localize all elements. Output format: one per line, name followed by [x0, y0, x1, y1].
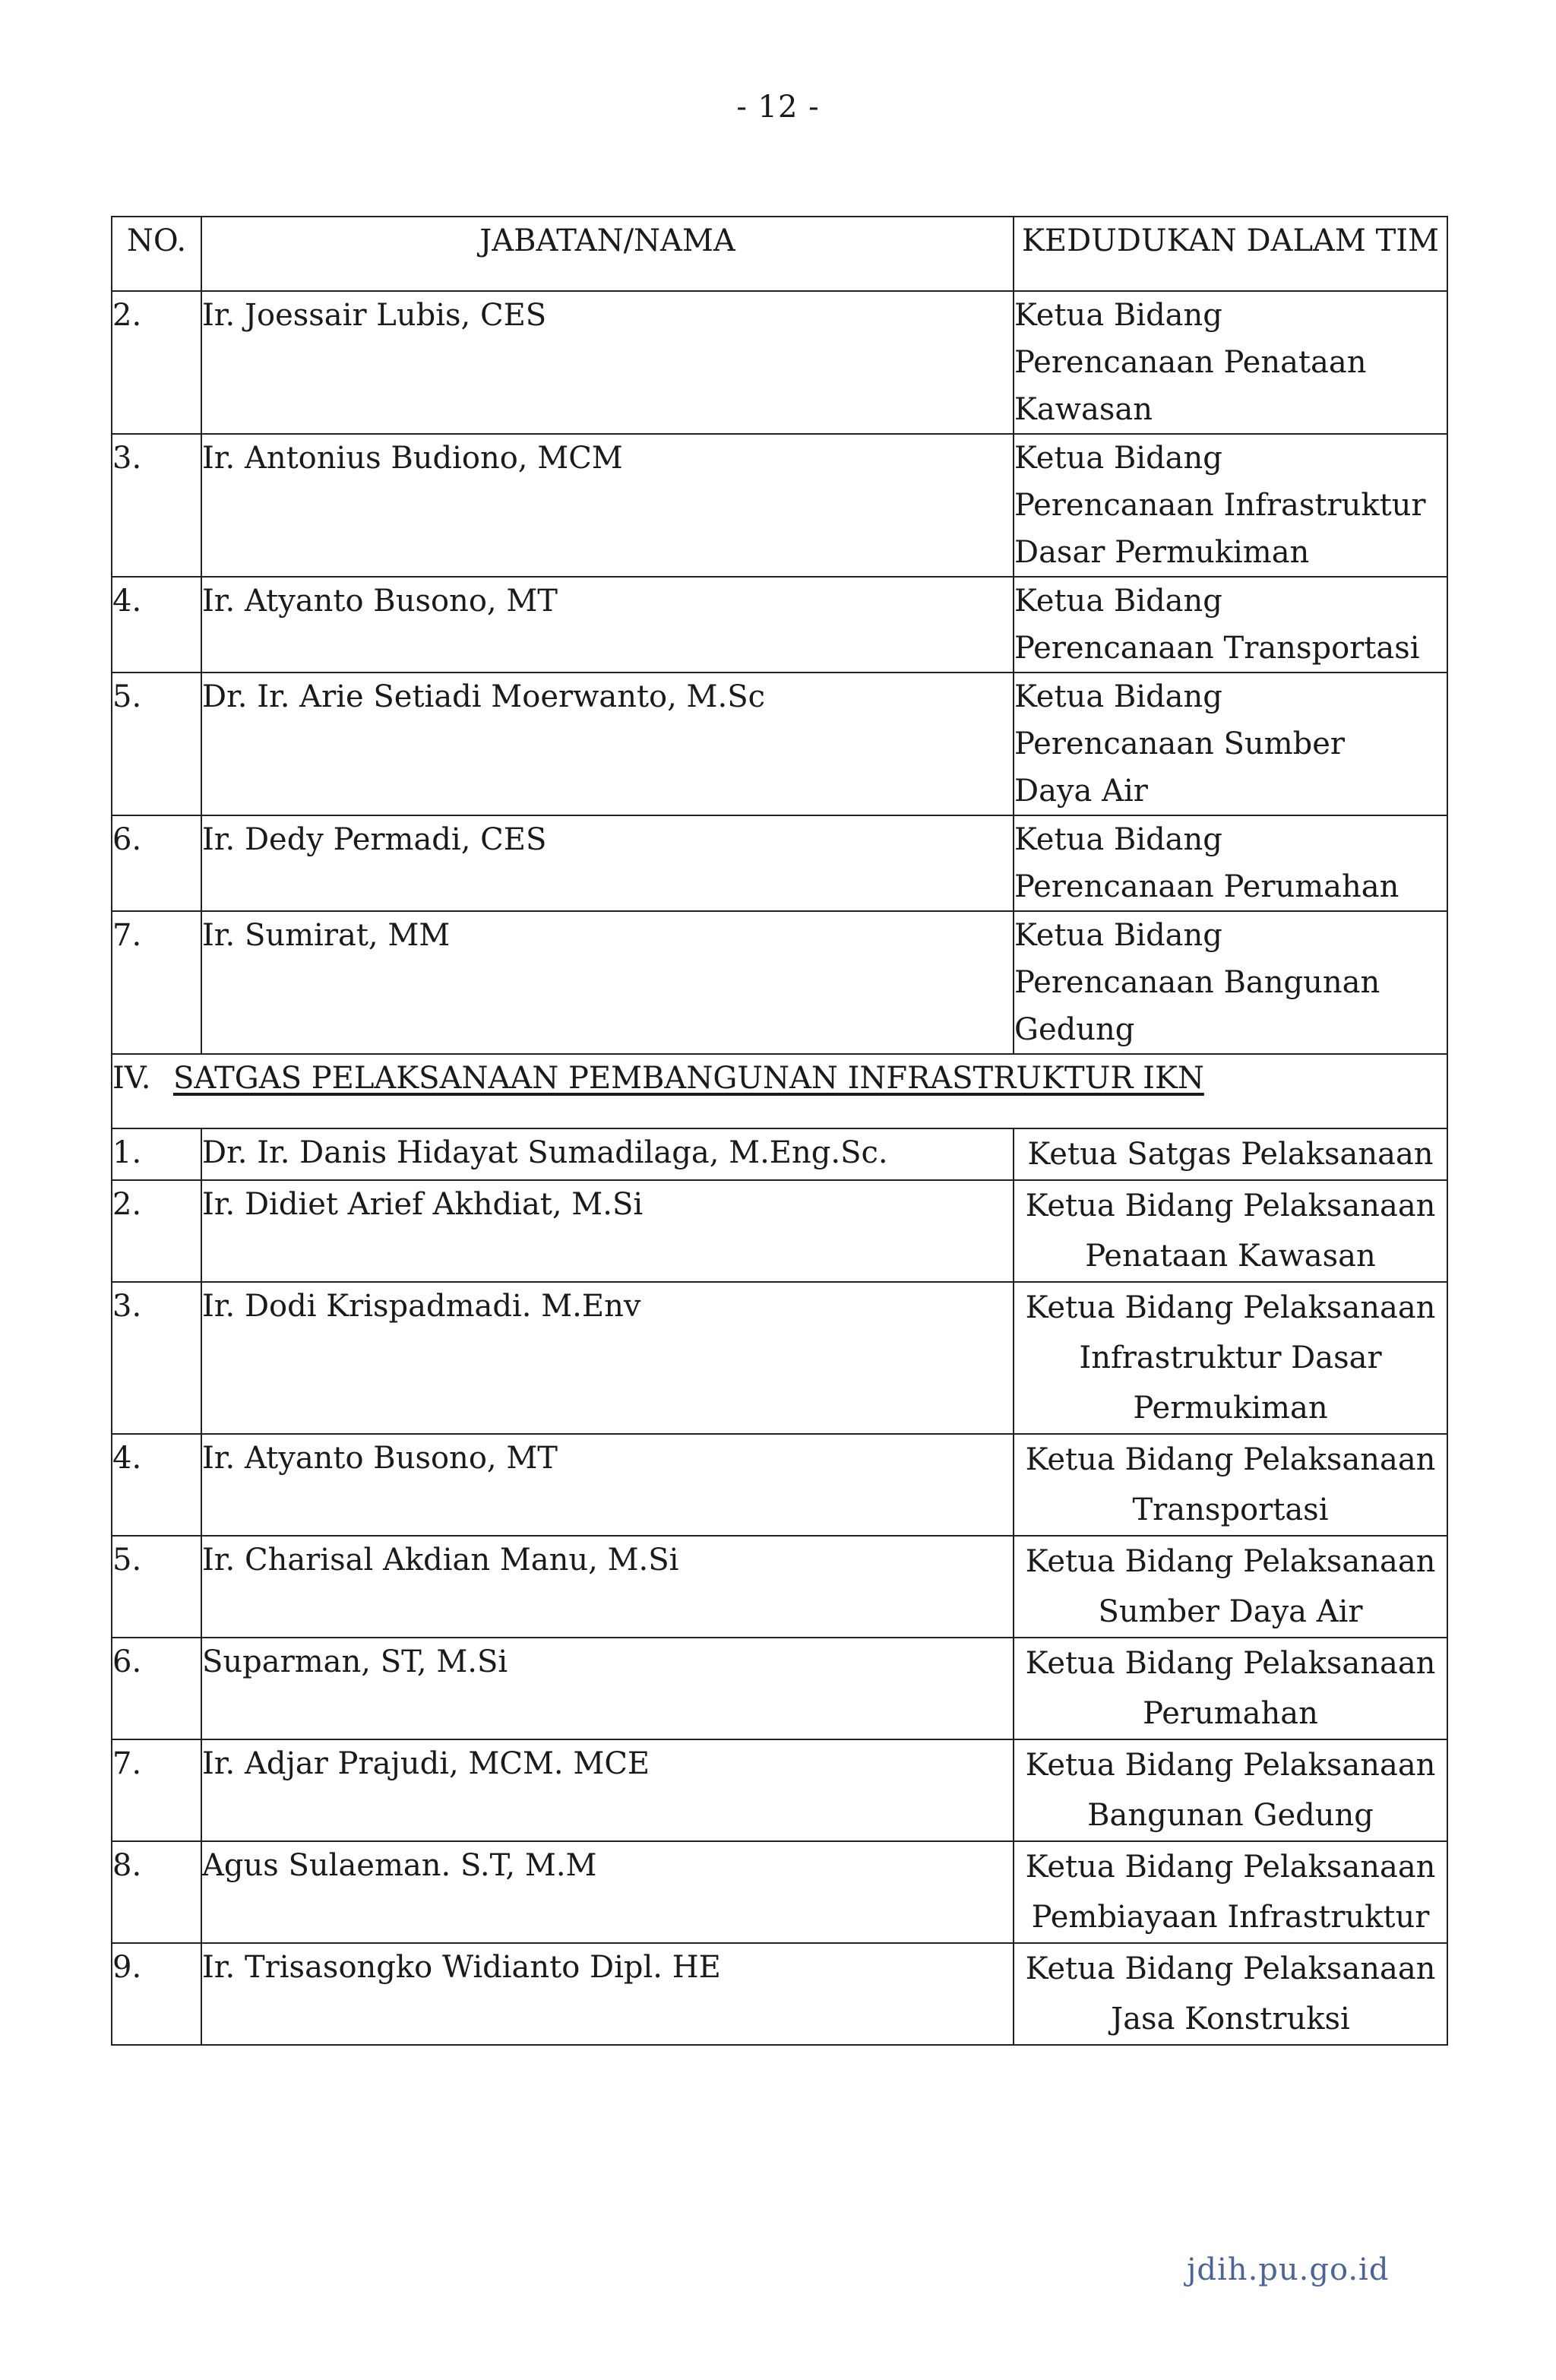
position-line: Ketua Bidang Pelaksanaan: [1025, 1951, 1436, 1986]
position-line: Ketua Satgas Pelaksanaan: [1027, 1137, 1434, 1172]
row-name: Dr. Ir. Arie Setiadi Moerwanto, M.Sc: [201, 673, 1014, 815]
position-line: Ketua Bidang: [1014, 918, 1222, 953]
position-line: Perencanaan Infrastruktur: [1014, 488, 1426, 523]
table-row: [112, 434, 1447, 577]
row-name: Ir. Sumirat, MM: [201, 911, 1014, 1054]
row-number: 4.: [112, 1434, 201, 1536]
footer-website-link[interactable]: jdih.pu.go.id: [1187, 2252, 1390, 2287]
table-row: [112, 1128, 1447, 1180]
row-number: 8.: [112, 1841, 201, 1943]
position-line: Transportasi: [1132, 1492, 1329, 1527]
row-position: [1014, 577, 1447, 673]
row-number: 3.: [112, 1282, 201, 1434]
position-line: Ketua Bidang Pelaksanaan: [1025, 1544, 1436, 1579]
position-line: Jasa Konstruksi: [1111, 2002, 1350, 2037]
position-line: Infrastruktur Dasar: [1079, 1340, 1382, 1375]
position-line: Pembiayaan Infrastruktur: [1031, 1900, 1430, 1935]
row-name: Ir. Charisal Akdian Manu, M.Si: [201, 1536, 1014, 1638]
row-number: 3.: [112, 434, 201, 577]
row-name: Dr. Ir. Danis Hidayat Sumadilaga, M.Eng.Sc.: [201, 1128, 1014, 1180]
row-position: [1014, 815, 1447, 911]
position-line: Ketua Bidang: [1014, 679, 1222, 714]
table-header-row: [112, 217, 1447, 291]
row-position: [1014, 1739, 1447, 1841]
row-name: Ir. Atyanto Busono, MT: [201, 577, 1014, 673]
position-line: Bangunan Gedung: [1087, 1798, 1374, 1833]
table-row: [112, 1943, 1447, 2045]
position-line: Ketua Bidang Pelaksanaan: [1025, 1290, 1436, 1325]
row-position: [1014, 911, 1447, 1054]
table-row: [112, 815, 1447, 911]
table-row: [112, 911, 1447, 1054]
row-position: [1014, 1128, 1447, 1180]
page-number: - 12 -: [736, 90, 820, 125]
row-position: [1014, 1638, 1447, 1739]
row-number: 2.: [112, 1180, 201, 1282]
row-number: 7.: [112, 911, 201, 1054]
table-row: [112, 1282, 1447, 1434]
row-name: Ir. Dodi Krispadmadi. M.Env: [201, 1282, 1014, 1434]
row-position: [1014, 1943, 1447, 2045]
row-name: Ir. Atyanto Busono, MT: [201, 1434, 1014, 1536]
position-line: Ketua Bidang Pelaksanaan: [1025, 1188, 1436, 1223]
row-number: 5.: [112, 673, 201, 815]
position-line: Ketua Bidang: [1014, 822, 1222, 857]
table-body-part1: [112, 291, 1447, 1054]
position-line: Ketua Bidang: [1014, 441, 1222, 476]
table-row: [112, 1638, 1447, 1739]
position-line: Ketua Bidang Pelaksanaan: [1025, 1442, 1436, 1477]
row-name: Ir. Trisasongko Widianto Dipl. HE: [201, 1943, 1014, 2045]
position-line: Permukiman: [1133, 1391, 1328, 1426]
table-row: [112, 1180, 1447, 1282]
table-body-part2: [112, 1128, 1447, 2045]
row-number: 5.: [112, 1536, 201, 1638]
position-line: Kawasan: [1014, 392, 1153, 427]
table-row: [112, 1536, 1447, 1638]
header-no: NO.: [112, 217, 201, 291]
row-position: [1014, 434, 1447, 577]
section-number: IV.: [112, 1061, 151, 1096]
team-table: [111, 216, 1448, 2046]
section-heading: [112, 1054, 1447, 1128]
row-position: [1014, 1434, 1447, 1536]
header-position: KEDUDUKAN DALAM TIM: [1014, 217, 1447, 291]
position-line: Daya Air: [1014, 774, 1148, 809]
header-name: JABATAN/NAMA: [201, 217, 1014, 291]
section-row: [112, 1054, 1447, 1128]
position-line: Perencanaan Sumber: [1014, 726, 1346, 761]
position-line: Sumber Daya Air: [1098, 1594, 1363, 1629]
position-line: Perencanaan Penataan: [1014, 345, 1367, 380]
position-line: Ketua Bidang: [1014, 584, 1222, 619]
position-line: Penataan Kawasan: [1085, 1239, 1376, 1274]
row-name: Ir. Antonius Budiono, MCM: [201, 434, 1014, 577]
position-line: Ketua Bidang Pelaksanaan: [1025, 1850, 1436, 1885]
row-position: [1014, 1282, 1447, 1434]
row-number: 2.: [112, 291, 201, 434]
row-name: Ir. Adjar Prajudi, MCM. MCE: [201, 1739, 1014, 1841]
row-position: [1014, 1841, 1447, 1943]
table-row: [112, 1434, 1447, 1536]
position-line: Perencanaan Bangunan: [1014, 965, 1380, 1000]
row-position: [1014, 1180, 1447, 1282]
position-line: Gedung: [1014, 1012, 1135, 1047]
row-name: Ir. Dedy Permadi, CES: [201, 815, 1014, 911]
position-line: Dasar Permukiman: [1014, 535, 1310, 570]
row-number: 6.: [112, 1638, 201, 1739]
row-name: Ir. Joessair Lubis, CES: [201, 291, 1014, 434]
position-line: Perumahan: [1143, 1696, 1318, 1731]
section-body: [112, 1054, 1447, 1128]
row-name: Suparman, ST, M.Si: [201, 1638, 1014, 1739]
position-line: Ketua Bidang: [1014, 298, 1222, 333]
row-position: [1014, 1536, 1447, 1638]
table-row: [112, 1739, 1447, 1841]
table-row: [112, 291, 1447, 434]
row-number: 4.: [112, 577, 201, 673]
row-position: [1014, 291, 1447, 434]
row-number: 7.: [112, 1739, 201, 1841]
table-row: [112, 577, 1447, 673]
row-number: 6.: [112, 815, 201, 911]
row-number: 9.: [112, 1943, 201, 2045]
row-name: Ir. Didiet Arief Akhdiat, M.Si: [201, 1180, 1014, 1282]
position-line: Ketua Bidang Pelaksanaan: [1025, 1646, 1436, 1681]
table-row: [112, 1841, 1447, 1943]
position-line: Ketua Bidang Pelaksanaan: [1025, 1748, 1436, 1783]
position-line: Perencanaan Transportasi: [1014, 631, 1420, 666]
row-position: [1014, 673, 1447, 815]
section-title: SATGAS PELAKSANAAN PEMBANGUNAN INFRASTRUKTUR IKN: [173, 1061, 1204, 1096]
position-line: Perencanaan Perumahan: [1014, 869, 1399, 904]
table-row: [112, 673, 1447, 815]
row-number: 1.: [112, 1128, 201, 1180]
row-name: Agus Sulaeman. S.T, M.M: [201, 1841, 1014, 1943]
